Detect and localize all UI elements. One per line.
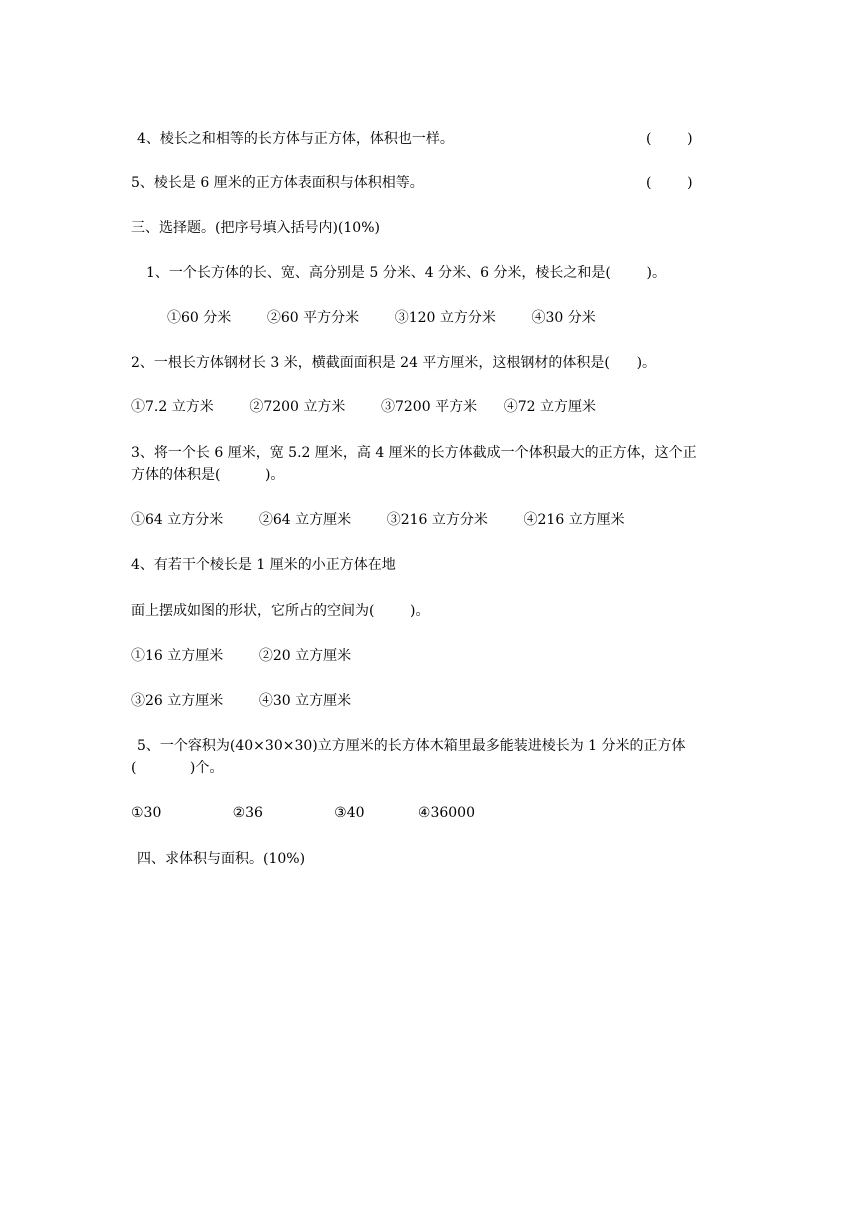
tf-answer-blank-4: ( ) (646, 131, 693, 147)
mc-question-5-line-1: 5、一个容积为(40×30×30)立方厘米的长方体木箱里最多能装进棱长为 1 分米的正方体 (137, 738, 686, 754)
mc-question-3-line-1: 3、将一个长 6 厘米，宽 5.2 厘米，高 4 厘米的长方体截成一个体积最大的正方体，这个正 (131, 445, 697, 461)
tf-question-5: 5、棱长是 6 厘米的正方体表面积与体积相等。 (131, 175, 424, 191)
tf-question-4: 4、棱长之和相等的长方体与正方体，体积也一样。 (137, 131, 454, 147)
mc-options-3: ①64 立方分米 ②64 立方厘米 ③216 立方分米 ④216 立方厘米 (131, 512, 625, 528)
mc-question-4-line-2: 面上摆成如图的形状，它所占的空间为( )。 (131, 603, 430, 619)
mc-question-3-line-2: 方体的体积是( )。 (131, 467, 285, 483)
mc-question-1: 1、一个长方体的长、宽、高分别是 5 分米、4 分米、6 分米，棱长之和是( )。 (146, 265, 666, 281)
mc-question-4-line-1: 4、有若干个棱长是 1 厘米的小正方体在地 (131, 557, 396, 573)
section-3-title: 三、选择题。(把序号填入括号内)(10%) (131, 220, 380, 236)
mc-question-5-line-2: ( )个。 (131, 760, 224, 776)
tf-answer-blank-5: ( ) (646, 175, 693, 191)
mc-options-5: ①30 ②36 ③40 ④36000 (131, 805, 475, 821)
mc-options-4-line-1: ①16 立方厘米 ②20 立方厘米 (131, 648, 352, 664)
mc-question-2: 2、一根长方体钢材长 3 米，横截面面积是 24 平方厘米，这根钢材的体积是( )。 (131, 355, 657, 371)
mc-options-2: ①7.2 立方米 ②7200 立方米 ③7200 平方米 ④72 立方厘米 (131, 399, 597, 415)
section-4-title: 四、求体积与面积。(10%) (137, 851, 306, 867)
mc-options-1: ①60 分米 ②60 平方分米 ③120 立方分米 ④30 分米 (167, 310, 596, 326)
mc-options-4-line-2: ③26 立方厘米 ④30 立方厘米 (131, 693, 352, 709)
